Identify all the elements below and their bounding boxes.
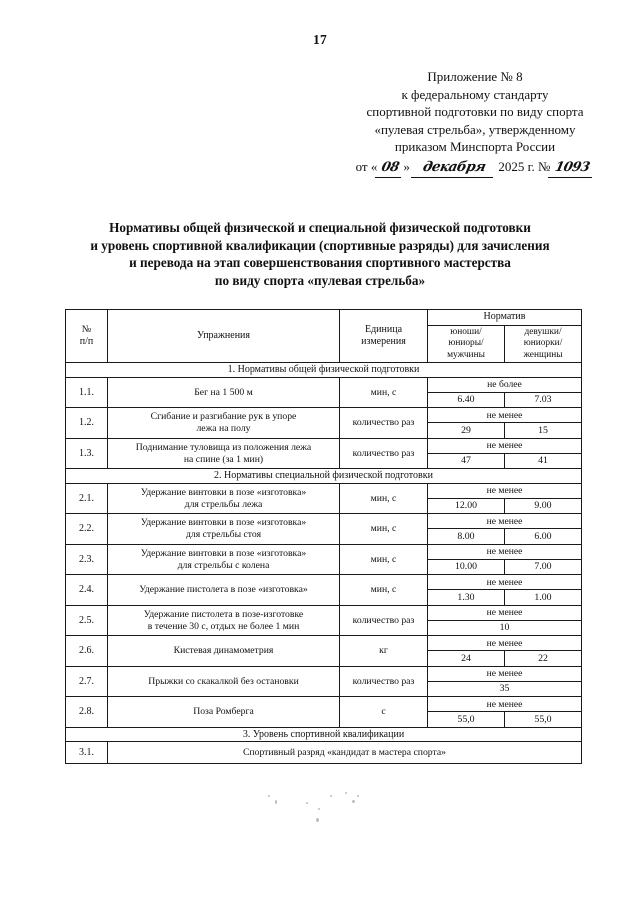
title-line-1: Нормативы общей физической и специальной физической подготовки	[109, 220, 531, 235]
table-body	[66, 363, 582, 764]
row-unit: количество раз	[340, 666, 428, 697]
exercise-line1: Поза Ромберга	[193, 706, 254, 718]
scan-speck	[316, 818, 319, 822]
title-line-2: и уровень спортивной квалификации (спортивные разряды) для зачисления	[90, 237, 550, 253]
scan-speck	[352, 800, 355, 803]
row-values	[428, 514, 582, 545]
value-male: 10.00	[454, 561, 478, 573]
row-unit: количество раз	[340, 438, 428, 469]
value-pair	[428, 651, 581, 666]
row-exercise	[108, 697, 340, 728]
value-pair	[428, 560, 581, 575]
value-female: 41	[504, 454, 581, 469]
value-pair	[428, 590, 581, 605]
value-female: 9.00	[504, 499, 581, 514]
value-male: 47	[461, 455, 471, 467]
value-qualifier: не менее	[428, 697, 581, 712]
date-year: 2025 г.	[498, 158, 535, 174]
value-merged	[428, 621, 581, 636]
standards-table	[65, 309, 582, 764]
handwritten-order-number: 1093	[548, 159, 596, 178]
exercise-line1: Удержание пистолета в позе «изготовка»	[139, 584, 308, 596]
exercise-line1: Поднимание туловища из положения лежа	[135, 441, 312, 453]
header-female-group	[505, 325, 582, 363]
scan-speck	[306, 802, 308, 804]
value-male: 8.00	[457, 530, 475, 542]
row-unit: количество раз	[340, 605, 428, 636]
scan-speck	[268, 795, 270, 797]
section-title-2: 2. Нормативы специальной физической подготовки	[66, 469, 582, 484]
value-male: 29	[461, 424, 471, 436]
value-female: 7.03	[504, 393, 581, 408]
value-pair	[428, 712, 581, 727]
value-qualifier: не менее	[428, 545, 581, 560]
header-norm: Норматив	[428, 310, 582, 326]
value-pair	[428, 529, 581, 544]
row-values	[428, 666, 582, 697]
value-pair	[428, 423, 581, 438]
header-male-line2: юниоры/	[448, 338, 484, 349]
header-male-group	[428, 325, 505, 363]
row-unit: мин, с	[340, 483, 428, 514]
row-number: 2.4.	[66, 575, 108, 606]
value-male: 12.00	[454, 500, 478, 512]
exercise-line2: для стрельбы лежа	[184, 498, 263, 510]
row-values	[428, 544, 582, 575]
value-male: 55,0	[457, 713, 475, 725]
scan-speck	[318, 808, 320, 810]
table-head	[66, 310, 582, 363]
row-exercise	[108, 575, 340, 606]
section-title-1: 1. Нормативы общей физической подготовки	[66, 363, 582, 378]
value-female: 22	[504, 651, 581, 666]
table-header-row-1	[66, 310, 582, 326]
value-qualifier: не менее	[428, 484, 581, 499]
row-number: 2.8.	[66, 697, 108, 728]
table-row	[66, 575, 582, 606]
row-number: 2.5.	[66, 605, 108, 636]
value-pair	[428, 393, 581, 408]
row-number: 2.1.	[66, 483, 108, 514]
row-qualification-text: Спортивный разряд «кандидат в мастера спорта»	[108, 742, 582, 764]
value-female: 7.00	[504, 560, 581, 575]
row-exercise	[108, 514, 340, 545]
table-row	[66, 605, 582, 636]
row-exercise	[108, 483, 340, 514]
row-values	[428, 408, 582, 439]
scan-speck	[357, 795, 359, 797]
title-line-3: и перевода на этап совершенствования спортивного мастерства	[129, 255, 511, 270]
row-exercise	[108, 636, 340, 667]
table-row	[66, 666, 582, 697]
value-merged	[428, 682, 581, 697]
value-qualifier: не менее	[428, 575, 581, 590]
row-number: 2.6.	[66, 636, 108, 667]
number-sign: №	[537, 158, 551, 174]
row-number: 2.2.	[66, 514, 108, 545]
row-unit: кг	[340, 636, 428, 667]
row-number: 1.1.	[66, 377, 108, 408]
value-female: 6.00	[504, 529, 581, 544]
value-male: 6.40	[457, 394, 475, 406]
row-values	[428, 377, 582, 408]
row-number: 2.3.	[66, 544, 108, 575]
value-qualifier: не менее	[428, 667, 581, 682]
header-exercise: Упражнения	[108, 310, 340, 363]
exercise-line2: лежа на полу	[196, 423, 251, 435]
row-unit: с	[340, 697, 428, 728]
exercise-line2: в течение 30 с, отдых не более 1 мин	[147, 620, 300, 632]
value-male: 24	[461, 652, 471, 664]
row-exercise	[108, 408, 340, 439]
row-number: 1.3.	[66, 438, 108, 469]
exercise-line1: Удержание пистолета в позе-изготовке	[143, 608, 304, 620]
header-unit-line1: Единица	[364, 323, 403, 335]
title-line-4: по виду спорта «пулевая стрельба»	[214, 272, 426, 288]
row-unit: мин, с	[340, 514, 428, 545]
value-qualifier: не более	[428, 378, 581, 393]
table-row	[66, 377, 582, 408]
header-number-line1: №	[81, 323, 92, 335]
exercise-line1: Бег на 1 500 м	[194, 386, 253, 398]
value-qualifier: не менее	[428, 514, 581, 529]
table-row	[66, 514, 582, 545]
value-female: 55,0	[504, 712, 581, 727]
header-unit	[340, 310, 428, 363]
row-values	[428, 605, 582, 636]
appendix-line-5: приказом Минспорта России	[394, 139, 556, 154]
exercise-line1: Прыжки со скакалкой без остановки	[148, 675, 299, 687]
row-unit: мин, с	[340, 575, 428, 606]
appendix-heading-block	[330, 68, 620, 177]
header-female-line1: девушки/	[524, 326, 562, 337]
row-values	[428, 438, 582, 469]
scan-speck	[345, 792, 347, 794]
table-row	[66, 697, 582, 728]
section-header-row	[66, 727, 582, 742]
header-number-line2: п/п	[79, 336, 94, 348]
section-header-row	[66, 469, 582, 484]
table-row	[66, 438, 582, 469]
appendix-line-1: Приложение № 8	[427, 69, 523, 84]
value-pair	[428, 454, 581, 469]
row-unit: количество раз	[340, 408, 428, 439]
section-title-3: 3. Уровень спортивной квалификации	[66, 727, 582, 742]
value-pair	[428, 499, 581, 514]
row-number: 2.7.	[66, 666, 108, 697]
exercise-line2: на спине (за 1 мин)	[183, 453, 264, 465]
header-female-line3: женщины	[523, 349, 563, 360]
header-male-line3: мужчины	[447, 349, 485, 360]
value-qualifier: не менее	[428, 606, 581, 621]
header-female-line2: юниорки/	[523, 338, 563, 349]
exercise-line1: Удержание винтовки в позе «изготовка»	[140, 517, 307, 529]
value-both: 35	[499, 683, 510, 695]
value-both: 10	[499, 622, 510, 634]
date-prefix: от «	[355, 158, 378, 174]
document-title	[60, 219, 580, 289]
appendix-line-4: «пулевая стрельба», утвержденному	[374, 121, 576, 137]
appendix-line-3: спортивной подготовки по виду спорта	[366, 104, 584, 119]
date-quote-close: »	[403, 158, 410, 174]
row-values	[428, 697, 582, 728]
value-female: 1.00	[504, 590, 581, 605]
page-number: 17	[312, 32, 328, 47]
exercise-line1: Удержание винтовки в позе «изготовка»	[140, 486, 307, 498]
table-row	[66, 408, 582, 439]
scan-speck	[275, 800, 277, 804]
value-qualifier: не менее	[428, 636, 581, 651]
row-values	[428, 636, 582, 667]
value-female: 15	[504, 423, 581, 438]
value-qualifier: не менее	[428, 408, 581, 423]
value-male: 1.30	[457, 591, 475, 603]
exercise-line1: Сгибание и разгибание рук в упоре	[150, 411, 297, 423]
section-header-row	[66, 363, 582, 378]
exercise-line2: для стрельбы стоя	[185, 529, 262, 541]
row-number: 1.2.	[66, 408, 108, 439]
row-unit: мин, с	[340, 377, 428, 408]
order-date-line	[356, 158, 595, 178]
handwritten-day: 08	[375, 159, 405, 178]
row-exercise	[108, 377, 340, 408]
row-values	[428, 483, 582, 514]
header-male-line1: юноши/	[450, 326, 482, 337]
row-exercise	[108, 605, 340, 636]
row-exercise	[108, 544, 340, 575]
row-exercise	[108, 438, 340, 469]
header-number	[66, 310, 108, 363]
table-row	[66, 742, 582, 764]
exercise-line2: для стрельбы с колена	[177, 559, 270, 571]
header-unit-line2: измерения	[361, 336, 406, 348]
row-unit: мин, с	[340, 544, 428, 575]
table-row	[66, 544, 582, 575]
table-row	[66, 636, 582, 667]
exercise-line1: Кистевая динамометрия	[173, 645, 274, 657]
table-row	[66, 483, 582, 514]
appendix-line-2: к федеральному стандарту	[401, 86, 549, 102]
row-values	[428, 575, 582, 606]
row-number: 3.1.	[66, 742, 108, 764]
handwritten-month: декабря	[411, 159, 497, 178]
scan-speck	[330, 795, 332, 797]
value-qualifier: не менее	[428, 439, 581, 454]
row-exercise	[108, 666, 340, 697]
exercise-line1: Удержание винтовки в позе «изготовка»	[140, 547, 307, 559]
